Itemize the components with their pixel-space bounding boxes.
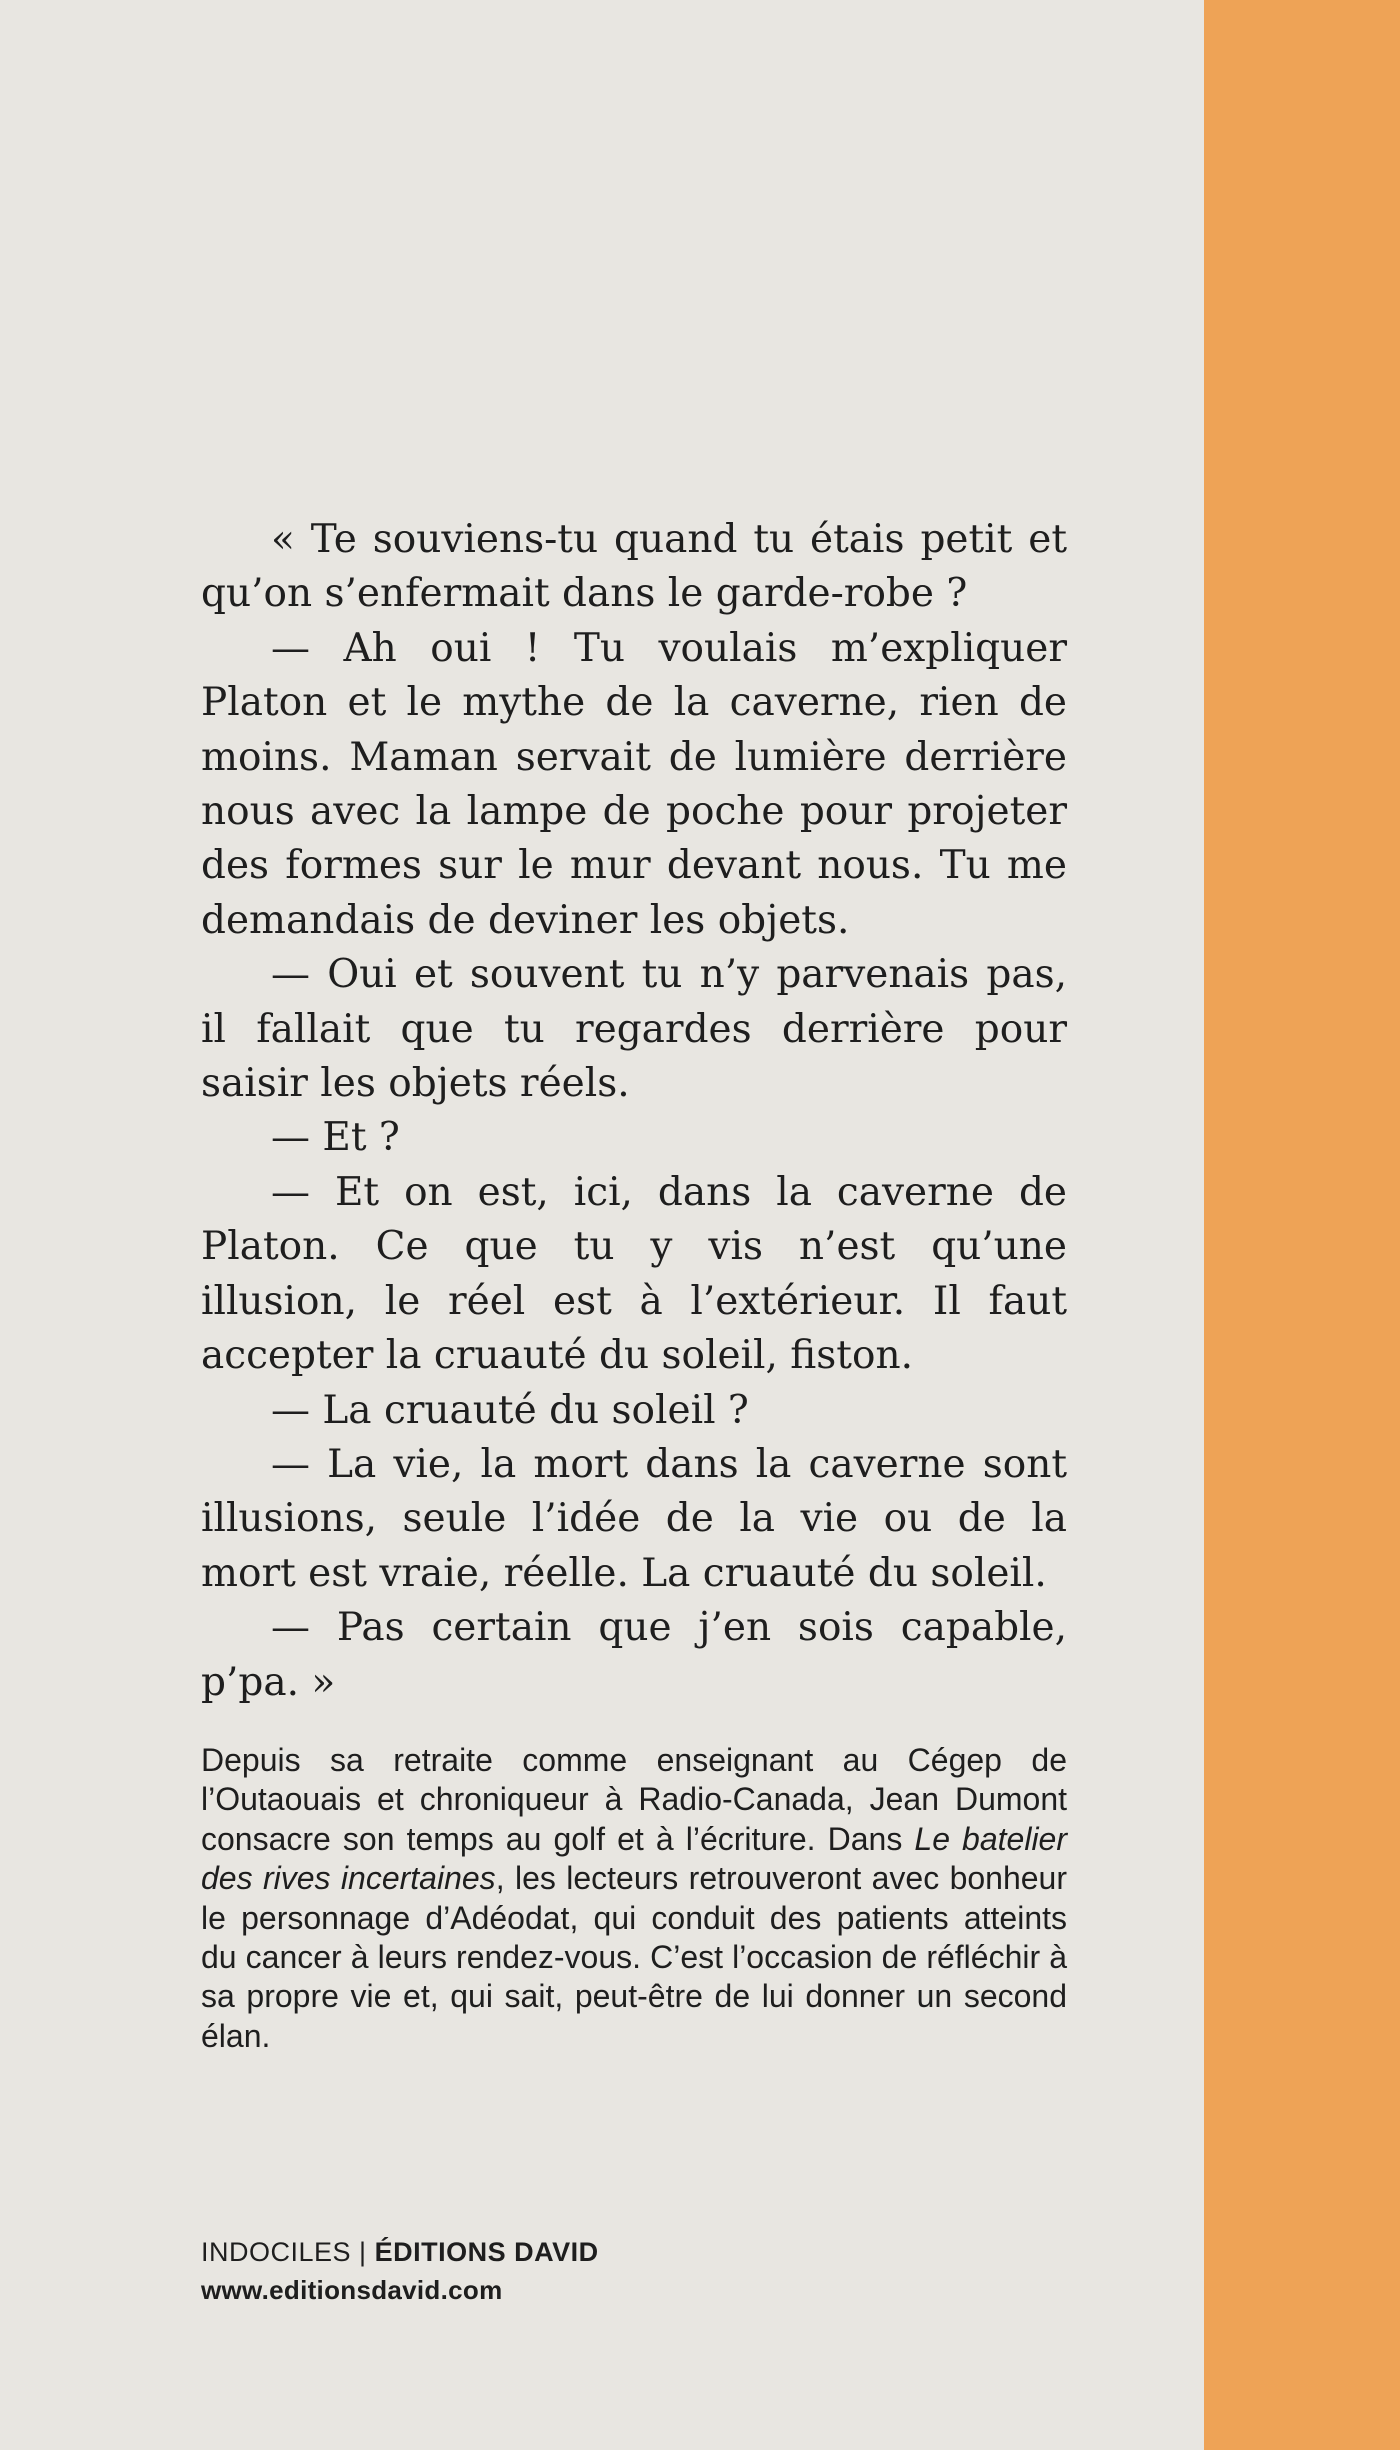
excerpt-paragraph: « Te souviens-tu quand tu étais petit et qu’on s’enfermait dans le garde-robe ? bbox=[201, 517, 1067, 617]
blurb-text-after-title: , les lecteurs retrouveront avec bonheur le personnage d’Adéodat, qui conduit des patients atteints du cancer à leurs rendez-vous. C’est l’occasion de réfléchir à sa propre vie et, qui sait, peut-être de lui donner un second élan. bbox=[201, 1860, 1068, 2054]
publisher-website: www.editionsdavid.com bbox=[201, 2275, 503, 2305]
imprint-line bbox=[201, 2233, 599, 2271]
author-blurb bbox=[201, 1741, 1067, 2056]
excerpt-paragraph: — Et ? bbox=[271, 1115, 400, 1161]
separator: | bbox=[359, 2237, 367, 2267]
orange-spine-band bbox=[1204, 0, 1400, 2450]
excerpt-paragraph: — Ah oui ! Tu voulais m’expliquer Platon et le mythe de la caverne, rien de moins. Maman servait de lumière derrière nous avec la lampe de poche pour projeter des formes sur le mur devant nous. Tu me demandais de deviner les objets. bbox=[201, 625, 1067, 943]
excerpt-paragraph: — Et on est, ici, dans la caverne de Platon. Ce que tu y vis n’est qu’une illusion, le réel est à l’extérieur. Il faut accepter la cruauté du soleil, fiston. bbox=[201, 1169, 1067, 1379]
book-excerpt bbox=[201, 513, 1067, 1710]
blurb-text-before-title: Depuis sa retraite comme enseignant au Cégep de l’Outaouais et chroniqueur à Radio-Canada, Jean Dumont consacre son temps au golf et à l’écriture. Dans bbox=[201, 1742, 1067, 1857]
publisher-footer bbox=[201, 2233, 599, 2309]
excerpt-paragraph: — La vie, la mort dans la caverne sont illusions, seule l’idée de la vie ou de la mort est vraie, réelle. La cruauté du soleil. bbox=[201, 1441, 1067, 1596]
excerpt-paragraph: — Oui et souvent tu n’y parvenais pas, il fallait que tu regardes derrière pour saisir les objets réels. bbox=[201, 952, 1067, 1107]
blurb-paragraph bbox=[201, 1741, 1067, 2056]
book-title: Le batelier des rives incertaines bbox=[201, 1820, 1068, 1897]
collection-name: INDOCILES bbox=[201, 2237, 352, 2267]
publisher-name: ÉDITIONS DAVID bbox=[374, 2237, 599, 2267]
excerpt-paragraph: — La cruauté du soleil ? bbox=[271, 1387, 749, 1433]
excerpt-paragraph: — Pas certain que j’en sois capable, p’pa. » bbox=[201, 1605, 1067, 1705]
